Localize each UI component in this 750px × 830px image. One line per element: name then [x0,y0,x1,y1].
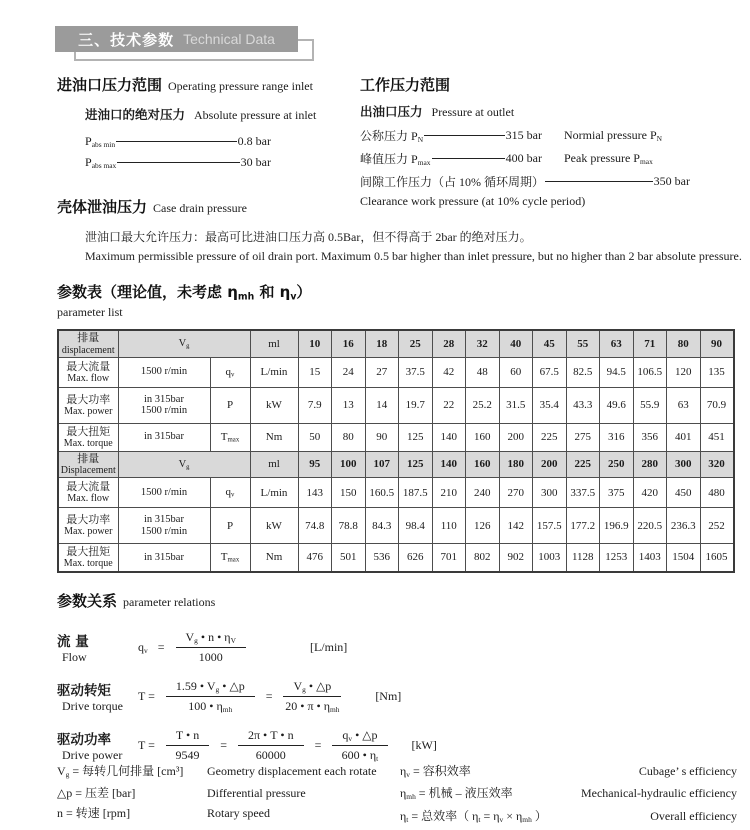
row-value: 60 [499,357,533,387]
row-value: 43.3 [566,387,600,423]
row-condition: 1500 r/min [118,357,210,387]
row-label: 最大功率 Max. power [58,387,118,423]
row-value: 300 [533,478,567,508]
pressure-value: 400 bar [505,151,542,165]
row-value: 200 [499,423,533,451]
banner-title-cn: 三、技术参数 [78,30,175,49]
table-data-row [58,387,734,423]
definition-row [400,762,737,784]
parameter-table-body [58,330,734,572]
leader-line [117,162,239,163]
row-value: 480 [700,478,734,508]
row-value: 48 [466,357,500,387]
row-value: 337.5 [566,478,600,508]
row-value: 42 [432,357,466,387]
pressure-label: 峰值压力 $P_{max}$ [360,152,431,167]
header-size: 107 [365,451,399,478]
row-value: 536 [365,544,399,572]
fraction-numerator: $V_g$ • n • $\eta_V$ [176,630,246,648]
row-value: 236.3 [667,508,701,544]
row-unit: Nm [250,544,298,572]
row-symbol: $q_v$ [210,478,250,508]
formula-label-cn: 驱动功率 [57,731,111,748]
header-size: 250 [600,451,634,478]
pressure-line-clearance [360,173,745,190]
equals-sign: = [265,688,273,703]
case-drain-heading-cn: 壳体泄油压力 [57,198,148,216]
row-value: 701 [432,544,466,572]
header-size: 125 [399,451,433,478]
row-value: 356 [633,423,667,451]
definition-desc: Rotary speed [207,805,270,820]
fraction [166,728,209,763]
inlet-subheading [85,105,357,124]
header-size: 40 [499,330,533,357]
formula-unit: [Nm] [375,688,402,703]
fraction-denominator: 9549 [175,747,200,762]
row-value: 375 [600,478,634,508]
inlet-subheading-en: Absolute pressure at inlet [194,108,317,122]
row-value: 210 [432,478,466,508]
parameter-relations-section [57,590,717,774]
row-value: 80 [332,423,366,451]
row-value: 802 [466,544,500,572]
pressure-line-abs-max [85,155,271,170]
case-drain-section [57,196,747,264]
definition-desc: Overall efficiency [650,808,737,823]
fraction-numerator: 1.59 • $V_g$ • △p [166,679,255,697]
fraction [166,679,255,714]
leader-line [545,181,653,182]
header-size: 80 [667,330,701,357]
header-size: 300 [667,451,701,478]
header-size: 28 [432,330,466,357]
formula-label-cn: 驱动转矩 [57,682,111,699]
header-size: 140 [432,451,466,478]
pressure-value: 315 bar [505,128,542,142]
definition-desc: Mechanical-hydraulic efficiency [580,786,737,801]
inlet-heading [57,74,357,95]
pressure-label: $P_{abs max}$ [85,155,117,170]
pressure-value: 350 bar [653,174,690,188]
fraction-denominator: 60000 [255,747,286,762]
row-value: 220.5 [633,508,667,544]
row-value: 501 [332,544,366,572]
parameter-table-section [57,281,747,573]
fraction-denominator: 600 • $\eta_t$ [341,747,379,763]
row-value: 49.6 [600,387,634,423]
row-value: 450 [667,478,701,508]
row-value: 142 [499,508,533,544]
row-value: 74.8 [298,508,332,544]
header-size: 16 [332,330,366,357]
definitions-left [57,762,397,829]
header-vg: $V_g$ [118,451,250,478]
row-unit: Nm [250,423,298,451]
header-size: 55 [566,330,600,357]
formula-power [57,725,717,765]
row-value: 63 [667,387,701,423]
banner-title-box [55,26,298,52]
row-value: 82.5 [566,357,600,387]
equals-sign: = [157,639,165,654]
definition-term: $\eta_v$ = 容积效率 [400,764,471,779]
row-value: 160 [466,423,500,451]
header-size: 95 [298,451,332,478]
formula-label-en: Drive torque [62,698,123,713]
row-value: 1403 [633,544,667,572]
formula-torque-label [57,679,133,714]
fraction [283,679,341,714]
row-value: 125 [399,423,433,451]
case-drain-heading [57,196,747,217]
work-subheading [360,102,745,121]
leader-line [432,158,505,159]
header-size: 180 [499,451,533,478]
row-value: 626 [399,544,433,572]
row-value: 24 [332,357,366,387]
row-value: 1253 [600,544,634,572]
row-value: 7.9 [298,387,332,423]
row-value: 252 [700,508,734,544]
header-size: 320 [700,451,734,478]
table-heading-cn: 参数表（理论值，未考虑 $\eta_{mh}$ 和 $\eta_v$） [57,283,312,303]
header-displacement: 排量 Displacement [58,451,118,478]
row-value: 420 [633,478,667,508]
row-value: 84.3 [365,508,399,544]
table-header-row [58,330,734,357]
leader-line [424,135,505,136]
header-size: 25 [399,330,433,357]
row-condition: in 315bar 1500 r/min [118,508,210,544]
inlet-heading-cn: 进油口压力范围 [57,76,163,94]
row-unit: kW [250,387,298,423]
formula-unit: [kW] [411,737,437,752]
row-value: 98.4 [399,508,433,544]
row-value: 90 [365,423,399,451]
table-heading-en: parameter list [57,305,123,320]
work-subheading-cn: 出油口压力 [360,104,423,119]
formula-label-cn: 流 量 [57,633,89,650]
header-unit: ml [250,451,298,478]
row-value: 110 [432,508,466,544]
row-value: 1128 [566,544,600,572]
inlet-heading-en: Operating pressure range inlet [168,79,313,93]
row-value: 196.9 [600,508,634,544]
row-unit: kW [250,508,298,544]
definition-row [57,762,397,784]
row-value: 143 [298,478,332,508]
header-size: 32 [466,330,500,357]
fraction-numerator: $q_v$ • △p [332,728,387,746]
fraction [238,728,304,763]
header-vg: $V_g$ [118,330,250,357]
fraction [176,630,246,665]
row-value: 1504 [667,544,701,572]
row-value: 240 [466,478,500,508]
row-value: 451 [700,423,734,451]
row-value: 106.5 [633,357,667,387]
relations-heading [57,590,717,611]
row-value: 78.8 [332,508,366,544]
row-unit: L/min [250,478,298,508]
case-drain-body-cn: 泄油口最大允许压力：最高可比进油口压力高 0.5Bar，但不得高于 2bar 的绝对压力。 [85,230,532,244]
inlet-subheading-cn: 进油口的绝对压力 [85,107,186,122]
formula-label-en: Drive power [62,747,123,762]
pressure-line-peak [360,150,745,167]
row-value: 37.5 [399,357,433,387]
header-displacement: 排量 displacement [58,330,118,357]
fraction-numerator: T • n [166,728,209,746]
header-size: 63 [600,330,634,357]
row-value: 225 [533,423,567,451]
pressure-value: 0.8 bar [237,134,271,148]
row-value: 187.5 [399,478,433,508]
row-value: 160.5 [365,478,399,508]
leader-line [116,141,237,142]
fraction-denominator: 100 • $\eta_{mh}$ [188,698,233,714]
header-unit: ml [250,330,298,357]
definition-desc: Cubage’ s efficiency [638,764,737,778]
formula-unit: [L/min] [309,639,348,654]
header-size: 90 [700,330,734,357]
definition-row [57,784,397,804]
formula-lhs: T = [138,688,155,703]
row-value: 70.9 [700,387,734,423]
pressure-line-abs-min [85,134,271,149]
definition-term: $\eta_{mh}$ = 机械 – 液压效率 [400,786,513,802]
row-value: 401 [667,423,701,451]
definition-term: n = 转速 [rpm] [57,805,131,820]
formula-lhs: $q_v$ [138,639,148,655]
pressure-label: $P_{abs min}$ [85,134,116,149]
row-value: 14 [365,387,399,423]
relations-heading-en: parameter relations [123,595,216,609]
fraction [332,728,387,763]
formula-label-en: Flow [62,649,87,664]
row-value: 135 [700,357,734,387]
row-condition: in 315bar 1500 r/min [118,387,210,423]
inlet-pressure-section [57,74,357,170]
header-size: 45 [533,330,567,357]
pressure-note-en: Peak pressure $P_{max}$ [564,151,653,166]
row-value: 25.2 [466,387,500,423]
case-drain-body-en: Maximum permissible pressure of oil drain port. Maximum 0.5 bar higher than inlet pressure, but no higher than 2 bar absolute pressure. [85,249,742,263]
pressure-value: 30 bar [240,155,271,169]
table-data-row [58,478,734,508]
work-footnote-en: Clearance work pressure (at 10% cycle period) [360,194,586,208]
header-size: 71 [633,330,667,357]
row-label: 最大扭矩 Max. torque [58,544,118,572]
definition-desc: Differential pressure [207,786,306,801]
work-subheading-en: Pressure at outlet [431,105,515,119]
fraction-numerator: $V_g$ • △p [283,679,341,697]
header-size: 225 [566,451,600,478]
row-value: 27 [365,357,399,387]
row-value: 50 [298,423,332,451]
row-value: 1605 [700,544,734,572]
definition-desc: Geometry displacement each rotate [207,764,377,778]
row-value: 476 [298,544,332,572]
equals-sign: = [220,737,227,752]
row-value: 275 [566,423,600,451]
formula-lhs: T = [138,737,155,752]
row-value: 140 [432,423,466,451]
row-value: 19.7 [399,387,433,423]
fraction-denominator: 20 • π • $\eta_{mh}$ [285,698,340,714]
formula-power-label [57,728,133,763]
case-drain-heading-en: Case drain pressure [153,201,247,215]
row-value: 67.5 [533,357,567,387]
header-size: 18 [365,330,399,357]
definition-term: $V_g$ = 每转几何排量 [cm³] [57,764,184,779]
header-size: 200 [533,451,567,478]
table-data-row [58,357,734,387]
row-value: 31.5 [499,387,533,423]
definition-row [400,807,737,829]
section-banner [55,26,325,62]
row-symbol: $q_v$ [210,357,250,387]
formula-flow [57,627,717,667]
banner-title-en: Technical Data [183,31,275,47]
row-value: 55.9 [633,387,667,423]
row-value: 126 [466,508,500,544]
pressure-line-nominal [360,127,745,144]
equals-sign: = [314,737,322,752]
row-label: 最大流量 Max. flow [58,357,118,387]
fraction-denominator: 1000 [198,649,223,664]
row-value: 94.5 [600,357,634,387]
formula-flow-label [57,630,133,665]
header-size: 10 [298,330,332,357]
definition-term: $\eta_t$ = 总效率（ $\eta_t = \eta_v \times \eta_{mh}$ ） [400,808,547,824]
row-value: 13 [332,387,366,423]
header-size: 160 [466,451,500,478]
header-size: 280 [633,451,667,478]
row-label: 最大扭矩 Max. torque [58,423,118,451]
row-value: 15 [298,357,332,387]
definition-term: △p = 压差 [bar] [57,786,136,801]
row-label: 最大流量 Max. flow [58,478,118,508]
row-value: 270 [499,478,533,508]
definition-row [57,804,397,824]
definition-row [400,784,737,806]
row-label: 最大功率 Max. power [58,508,118,544]
fraction-numerator: 2π • T • n [238,728,304,746]
table-data-row [58,423,734,451]
row-value: 1003 [533,544,567,572]
row-value: 157.5 [533,508,567,544]
pressure-label: 公称压力 $P_N$ [360,129,424,144]
table-header-row [58,451,734,478]
work-heading-cn: 工作压力范围 [360,76,451,94]
relations-heading-cn: 参数关系 [57,592,118,610]
pressure-note-en: Normial pressure $P_N$ [564,128,663,143]
row-symbol: P [210,508,250,544]
row-unit: L/min [250,357,298,387]
row-value: 35.4 [533,387,567,423]
table-data-row [58,544,734,572]
pressure-label: 间隙工作压力（占 10% 循环周期） [360,175,544,189]
working-pressure-section [360,74,745,209]
table-data-row [58,508,734,544]
row-value: 902 [499,544,533,572]
header-size: 100 [332,451,366,478]
definitions-right [400,762,737,829]
parameter-table [57,329,735,573]
row-value: 120 [667,357,701,387]
row-condition: in 315bar [118,423,210,451]
row-symbol: $T_{max}$ [210,544,250,572]
row-value: 22 [432,387,466,423]
definitions-section [57,762,737,829]
row-value: 177.2 [566,508,600,544]
formula-torque [57,676,717,716]
row-value: 150 [332,478,366,508]
row-symbol: P [210,387,250,423]
row-condition: 1500 r/min [118,478,210,508]
row-symbol: $T_{max}$ [210,423,250,451]
row-value: 316 [600,423,634,451]
row-condition: in 315bar [118,544,210,572]
